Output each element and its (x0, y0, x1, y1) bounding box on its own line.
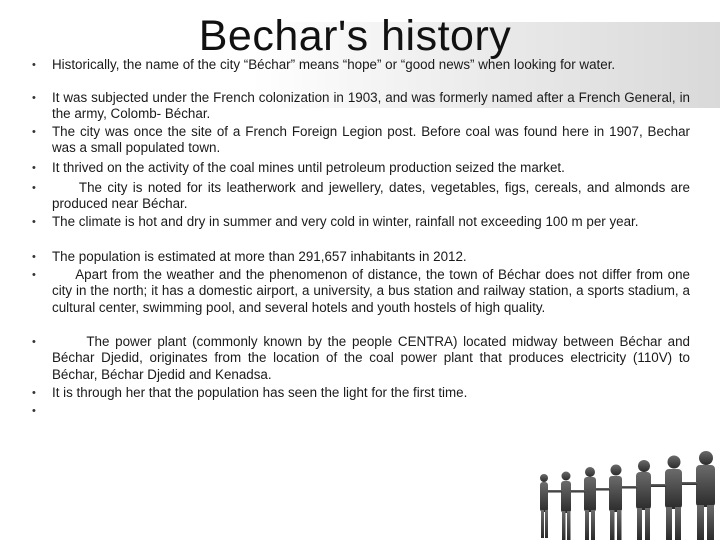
slide-title: Bechar's history (198, 12, 512, 60)
bullet-text: The city is noted for its leatherwork and jewellery, dates, vegetables, figs, cereals, and almonds are produced near Béchar. (52, 180, 694, 212)
bullet-text: Apart from the weather and the phenomenon of distance, the town of Béchar does not differ from one city in the north; it has a domestic airport, a university, a bus station and railway station, a sports stadium, a cultural center, swimming pool, and several hotels and youth hostels of high quality. (52, 267, 694, 315)
bullet-text: The climate is hot and dry in summer and very cold in winter, rainfall not exceeding 100 m per year. (52, 214, 639, 229)
bullet-text: The population is estimated at more than 291,657 inhabitants in 2012. (52, 249, 467, 264)
bullet-text: It thrived on the activity of the coal mines until petroleum production seized the market. (52, 160, 565, 175)
bullet-text: It was subjected under the French colonization in 1903, and was formerly named after a French General, in the army, Colomb- Béchar. (52, 90, 690, 122)
bullet-dot: • (32, 182, 36, 194)
bullet-dot: • (32, 269, 36, 281)
people-holding-hands-image (520, 450, 720, 540)
bullet-dot: • (32, 216, 36, 228)
bullet-dot: • (32, 336, 36, 348)
bullet-dot: • (32, 387, 36, 399)
bullet-text: The city was once the site of a French Foreign Legion post. Before coal was found here in 1907, Bechar was a small populated town. (52, 124, 690, 156)
people-silhouettes (520, 450, 720, 540)
bullet-dot: • (32, 251, 36, 263)
bullet-dot: • (32, 126, 36, 138)
bullet-dot: • (32, 405, 36, 417)
bullet-text: Historically, the name of the city “Béchar” means “hope” or “good news” when looking for water. (52, 57, 616, 72)
bullet-dot: • (32, 59, 36, 71)
bullet-text: It is through her that the population has seen the light for the first time. (52, 385, 468, 400)
bullet-dot: • (32, 162, 36, 174)
bullet-text: The power plant (commonly known by the people CENTRA) located midway between Béchar and Béchar Djedid, originates from the location of the coal power plant that produces electricity (110V) to Béchar, Béchar Djedid and Kenadsa. (52, 334, 694, 382)
bullet-dot: • (32, 92, 36, 104)
